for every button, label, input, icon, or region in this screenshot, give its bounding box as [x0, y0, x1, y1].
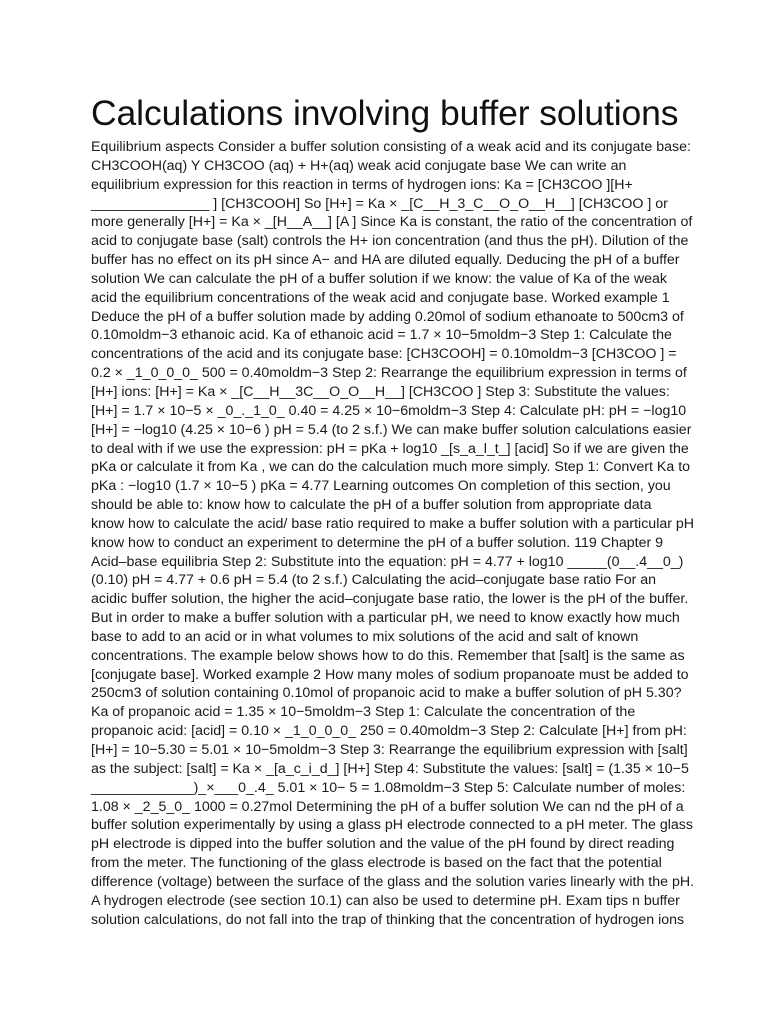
body-text-line: _____________)_×___0_.4_ 5.01 × 10− 5 = 1.08moldm−3 Step 5: Calculate number of moles:: [91, 779, 686, 796]
body-text-line: Acid–base equilibria Step 2: Substitute into the equation: pH = 4.77 + log10 _____(0__.4__0_): [91, 553, 684, 570]
body-text-line: buffer solution experimentally by using a glass pH electrode connected to a pH meter. The glass: [91, 817, 693, 834]
body-text-line: Deduce the pH of a buffer solution made by adding 0.20mol of sodium ethanoate to 500cm3 of: [91, 308, 684, 325]
body-text-line: Ka of propanoic acid = 1.35 × 10−5moldm−3 Step 1: Calculate the concentration of the: [91, 704, 636, 721]
body-text-line: A hydrogen electrode (see section 10.1) can also be used to determine pH. Exam tips n buffer: [91, 892, 680, 909]
body-text-line: concentrations of the acid and its conjugate base: [CH3COOH] = 0.10moldm−3 [CH3COO ] =: [91, 346, 677, 363]
body-text-line: acid to conjugate base (salt) controls the H+ ion concentration (and thus the pH). Dilution of the: [91, 233, 689, 250]
body-text-line: Equilibrium aspects Consider a buffer solution consisting of a weak acid and its conjugate base:: [91, 139, 691, 155]
body-text-line: more generally [H+] = Ka × _[H__A__] [A ] Since Ka is constant, the ratio of the concentration of: [91, 214, 693, 231]
body-text-line: know how to conduct an experiment to determine the pH of a buffer solution. 119 Chapter 9: [91, 534, 664, 551]
body-text-line: [H+] ions: [H+] = Ka × _[C__H__3C__O_O__H__] [CH3COO ] Step 3: Substitute the values:: [91, 383, 670, 400]
body-text-line: pKa or calculate it from Ka , we can do the calculation much more simply. Step 1: Convert Ka to: [91, 459, 691, 476]
body-text-line: solution We can calculate the pH of a buffer solution if we know: the value of Ka of the weak: [91, 270, 667, 287]
body-text-line: _______________ ] [CH3COOH] So [H+] = Ka × _[C__H_3_C__O_O__H__] [CH3COO ] or: [91, 195, 668, 212]
body-text-line: 250cm3 of solution containing 0.10mol of propanoic acid to make a buffer solution of pH 5.30?: [91, 685, 682, 702]
body-text-line: propanoic acid: [acid] = 0.10 × _1_0_0_0_ 250 = 0.40moldm−3 Step 2: Calculate [H+] from pH:: [91, 723, 687, 740]
body-text-line: CH3COOH(aq) Y CH3COO (aq) + H+(aq) weak acid conjugate base We can write an: [91, 157, 627, 174]
page-title: Calculations involving buffer solutions: [91, 93, 679, 133]
body-text-line: buffer has no effect on its pH since A− and HA are diluted equally. Deducing the pH of a buffer: [91, 252, 680, 269]
body-text-line: [H+] = 1.7 × 10−5 × _0_._1_0_ 0.40 = 4.25 × 10−6moldm−3 Step 4: Calculate pH: pH = −log10: [91, 402, 687, 419]
body-text-line: [H+] = −log10 (4.25 × 10−6 ) pH = 5.4 (to 2 s.f.) We can make buffer solution calculations easier: [91, 421, 692, 438]
body-text-line: difference (voltage) between the surface of the glass and the solution varies linearly with the pH.: [91, 873, 695, 890]
document-page: [91, 92, 695, 929]
body-text-line: equilibrium expression for this reaction in terms of hydrogen ions: Ka = [CH3COO ][H+: [91, 176, 633, 193]
body-text-line: as the subject: [salt] = Ka × _[a_c_i_d_] [H+] Step 4: Substitute the values: [salt] = (1.35 × 10−5: [91, 760, 689, 777]
body-text-line: concentrations. The example below shows how to do this. Remember that [salt] is the same as: [91, 647, 685, 664]
body-text-line: (0.10) pH = 4.77 + 0.6 pH = 5.4 (to 2 s.f.) Calculating the acid–conjugate base ratio For an: [91, 572, 657, 589]
body-text-line: base to add to an acid or in what volumes to mix solutions of the acid and salt of known: [91, 628, 639, 645]
body-text-line: 0.2 × _1_0_0_0_ 500 = 0.40moldm−3 Step 2: Rearrange the equilibrium expression in terms of: [91, 365, 687, 382]
body-text-line: solution calculations, do not fall into the trap of thinking that the concentration of hydrogen ions: [91, 911, 685, 928]
body-text-line: 1.08 × _2_5_0_ 1000 = 0.27mol Determining the pH of a buffer solution We can nd the pH of a: [91, 798, 684, 815]
body-text-line: know how to calculate the acid/ base ratio required to make a buffer solution with a particular pH: [91, 515, 695, 532]
body-text-line: from the meter. The functioning of the glass electrode is based on the fact that the potential: [91, 855, 662, 872]
body-text-line: pKa : −log10 (1.7 × 10−5 ) pKa = 4.77 Learning outcomes On completion of this section, you: [91, 478, 671, 495]
document-body: [91, 138, 695, 929]
body-text-line: 0.10moldm−3 ethanoic acid. Ka of ethanoic acid = 1.7 × 10−5moldm−3 Step 1: Calculate the: [91, 327, 672, 344]
body-text-line: acidic buffer solution, the higher the acid–conjugate base ratio, the lower is the pH of the buffer.: [91, 591, 689, 608]
body-text-line: to deal with if we use the expression: pH = pKa + log10 _[s_a_l_t_] [acid] So if we are given the: [91, 440, 689, 457]
body-text-line: acid the equilibrium concentrations of the weak acid and conjugate base. Worked example 1: [91, 289, 670, 306]
body-text-line: But in order to make a buffer solution with a particular pH, we need to know exactly how much: [91, 610, 680, 627]
body-text-line: [conjugate base]. Worked example 2 How many moles of sodium propanoate must be added to: [91, 666, 689, 683]
body-text-line: pH electrode is dipped into the buffer solution and the value of the pH found by direct reading: [91, 836, 675, 853]
body-text-line: [H+] = 10−5.30 = 5.01 × 10−5moldm−3 Step 3: Rearrange the equilibrium expression with [salt]: [91, 742, 688, 758]
body-text-line: should be able to: know how to calculate the pH of a buffer solution from appropriate data: [91, 497, 652, 514]
